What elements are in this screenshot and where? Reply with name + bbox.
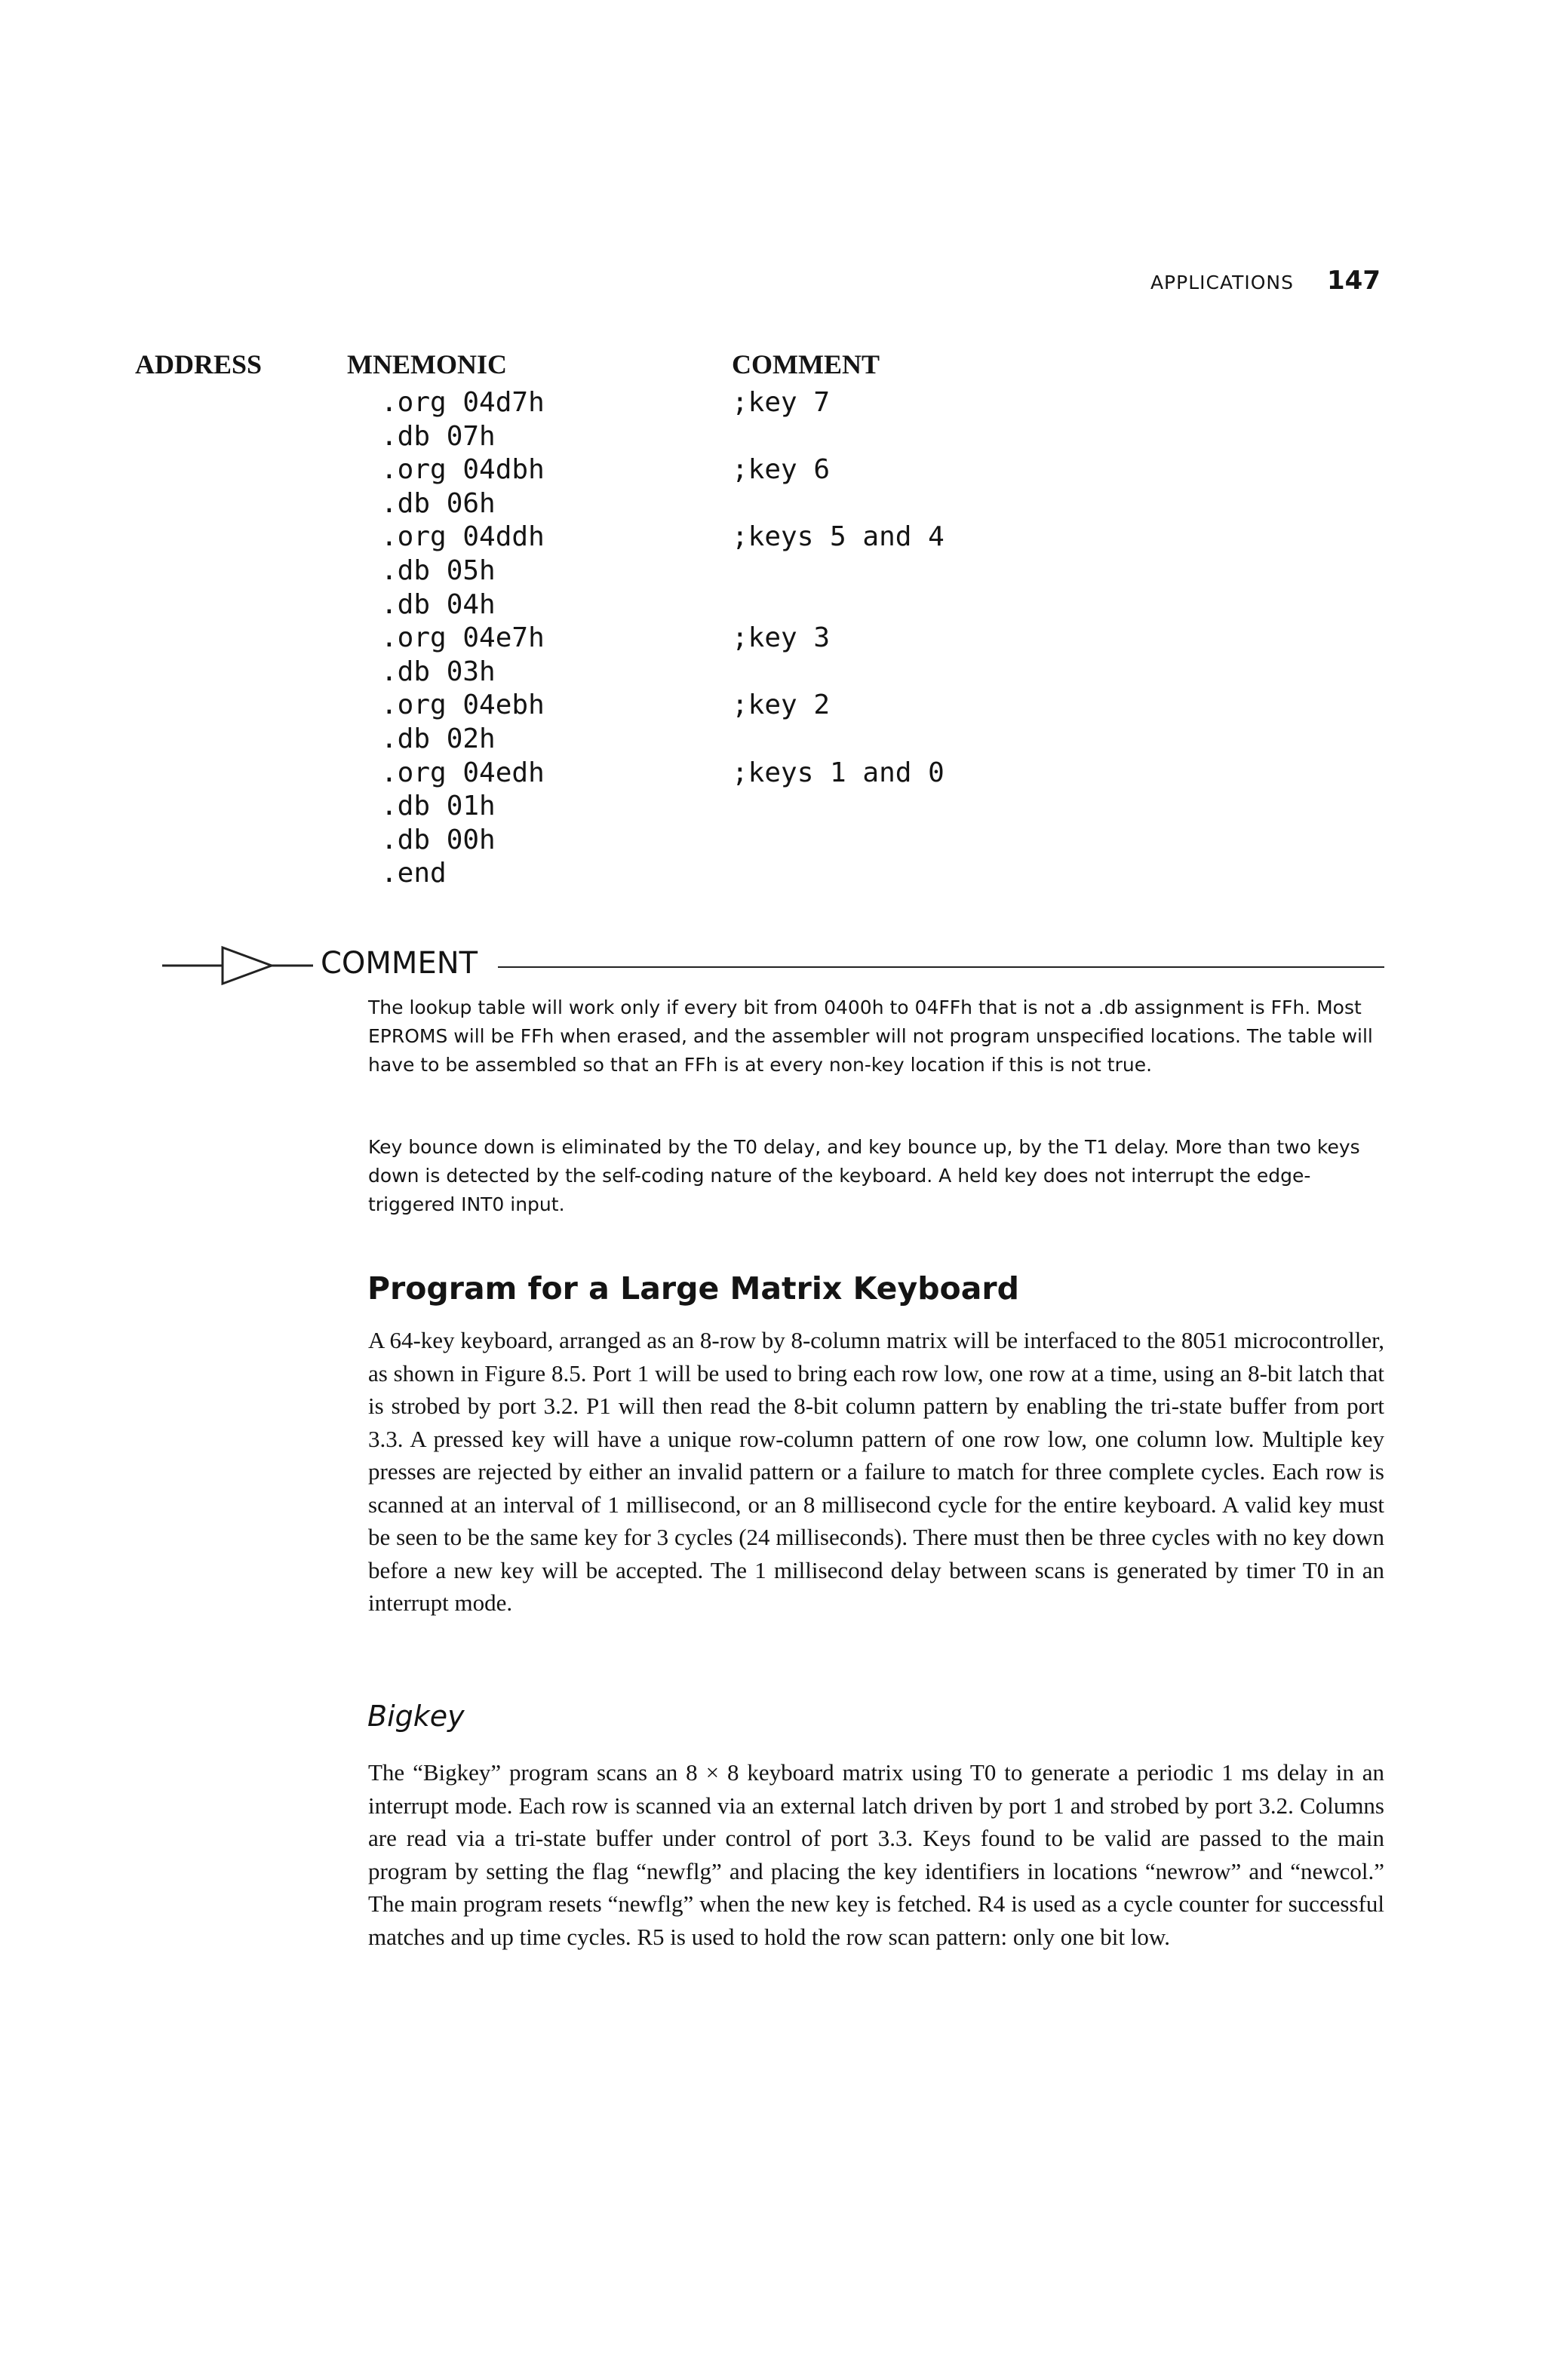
mnemonic-cell: .org 04ddh (381, 521, 545, 553)
mnemonic-cell: .db 04h (381, 588, 496, 620)
mnemonic-cell: .org 04d7h (381, 387, 545, 418)
comment-cell: ;key 6 (732, 454, 831, 486)
listing-row (0, 622, 1545, 656)
comment-rule (498, 966, 1384, 968)
listing-row (0, 857, 1545, 891)
comment-cell: ;key 3 (732, 622, 831, 654)
comment-cell: ;key 2 (732, 689, 831, 721)
mnemonic-cell: .org 04dbh (381, 454, 545, 486)
listing-row (0, 521, 1545, 554)
comment-title: COMMENT (321, 946, 478, 981)
mnemonic-cell: .db 00h (381, 824, 496, 855)
listing-row (0, 487, 1545, 521)
comment-column-header: COMMENT (732, 349, 880, 379)
listing-row (0, 824, 1545, 858)
mnemonic-cell: .org 04edh (381, 757, 545, 788)
listing-row (0, 757, 1545, 791)
mnemonic-cell: .db 02h (381, 723, 496, 754)
mnemonic-cell: .org 04ebh (381, 689, 545, 721)
comment-paragraph: Key bounce down is eliminated by the T0 delay, and key bounce up, by the T1 delay. More than two keys down is detected by the self-coding nature of the keyboard. A held key does not interrupt the edge-triggered INT0 input. (368, 1136, 1360, 1215)
listing-row (0, 723, 1545, 757)
subsection-paragraph: The “Bigkey” program scans an 8 × 8 keyboard matrix using T0 to generate a periodic 1 ms delay in an interrupt mode. Each row is scanned via an external latch driven by port 1 and strobed by port 3.2. Columns are read via a tri-state buffer under control of port 3.3. Keys found to be valid are passed to the main program by setting the flag “newflg” and placing the key identifiers in locations “newrow” and “newcol.” The main program resets “newflg” when the new key is fetched. R4 is used as a cycle counter for successful matches and up time cycles. R5 is used to hold the row scan pattern: only one bit low. (368, 1759, 1384, 1950)
comment-cell: ;keys 5 and 4 (732, 521, 945, 553)
running-head: APPLICATIONS (1150, 272, 1295, 293)
section-paragraph: A 64-key keyboard, arranged as an 8-row by 8-column matrix will be interfaced to the 8051 microcontroller, as shown in Figure 8.5. Port 1 will be used to bring each row low, one row at a time, using an 8-bit latch that is strobed by port 3.2. P1 will then read the 8-bit column pattern by enabling the tri-state buffer from port 3.3. A pressed key will have a unique row-column pattern of one row low, one column low. Multiple key presses are rejected by either an invalid pattern or a failure to match for three complete cycles. Each row is scanned at an interval of 1 millisecond, or an 8 millisecond cycle for the entire keyboard. A valid key must be seen to be the same key for 3 cycles (24 milliseconds). There must then be three cycles with no key down before a new key will be accepted. The 1 millisecond delay between scans is generated by timer T0 in an interrupt mode. (368, 1327, 1384, 1616)
mnemonic-cell: .db 01h (381, 791, 496, 822)
listing-row (0, 386, 1545, 420)
listing-row (0, 656, 1545, 689)
page-header (1150, 266, 1381, 296)
listing-row (0, 689, 1545, 723)
mnemonic-cell: .end (381, 858, 447, 889)
listing-row (0, 790, 1545, 824)
mnemonic-cell: .db 03h (381, 656, 496, 687)
page-number: 147 (1327, 266, 1381, 296)
subsection-heading: Bigkey (367, 1700, 465, 1733)
listing-column-headers (0, 349, 1545, 386)
address-column-header: ADDRESS (135, 349, 263, 379)
comment-cell: ;keys 1 and 0 (732, 757, 945, 788)
comment-cell: ;key 7 (732, 387, 831, 418)
comment-arrow-icon (162, 943, 313, 988)
mnemonic-cell: .db 06h (381, 487, 496, 519)
section-heading: Program for a Large Matrix Keyboard (367, 1270, 1019, 1307)
mnemonic-cell: .db 07h (381, 420, 496, 452)
assembly-listing (0, 386, 1545, 891)
comment-banner (162, 943, 1384, 988)
mnemonic-cell: .org 04e7h (381, 622, 545, 654)
listing-row (0, 588, 1545, 622)
mnemonic-cell: .db 05h (381, 554, 496, 586)
listing-row (0, 554, 1545, 588)
comment-paragraph: The lookup table will work only if every bit from 0400h to 04FFh that is not a .db assignment is FFh. Most EPROMS will be FFh when erased, and the assembler will not program unspecified locations. The table will have to be assembled so that an FFh is at every non-key location if this is not true. (368, 997, 1373, 1076)
mnemonic-column-header: MNEMONIC (347, 349, 507, 379)
listing-row (0, 420, 1545, 454)
listing-row (0, 453, 1545, 487)
